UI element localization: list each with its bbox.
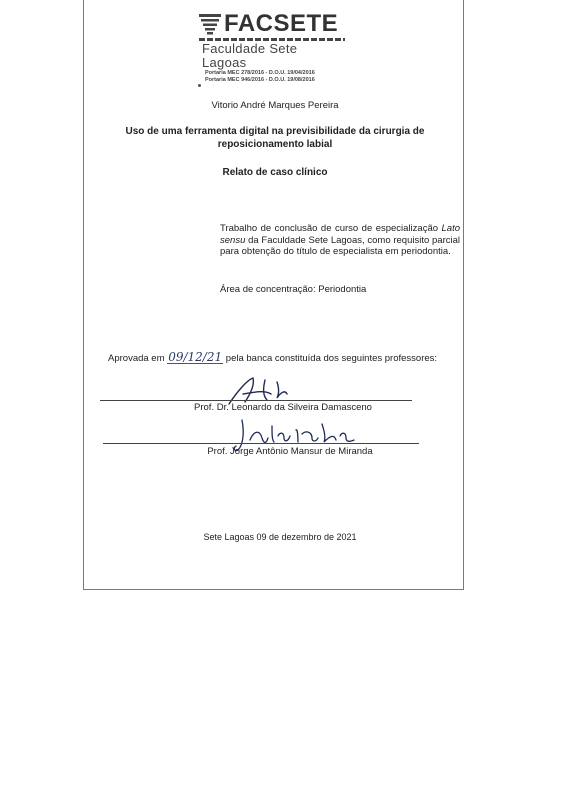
- portaria-line-2: Portaria MEC 946/2016 - D.O.U. 19/08/2016: [205, 77, 315, 83]
- abstract-before-italic: Trabalho de conclusão de curso de especialização: [220, 223, 442, 234]
- approval-prefix: Aprovada em: [108, 353, 165, 364]
- portaria-line-1: Portaria MEC 278/2016 - D.O.U. 19/04/2016: [205, 70, 315, 76]
- place-date: Sete Lagoas 09 de dezembro de 2021: [203, 532, 357, 542]
- author-name: Vitorio André Marques Pereira: [211, 100, 339, 111]
- abstract-text: [220, 223, 460, 258]
- signature-line-1: [100, 400, 412, 401]
- professor-2: Prof. Jorge Antônio Mansur de Miranda: [207, 446, 373, 457]
- signature-line-2: [103, 443, 419, 444]
- facsete-logo: [199, 12, 345, 82]
- facsete-emblem-icon: [199, 13, 221, 35]
- approval-line: [108, 351, 448, 365]
- thesis-title: Uso de uma ferramenta digital na previsibilidade da cirurgia de reposicionamento labial: [125, 126, 425, 150]
- concentration-area: Área de concentração: Periodontia: [220, 284, 367, 295]
- approval-suffix: pela banca constituída dos seguintes professores:: [225, 353, 438, 364]
- logo-name: FACSETE: [224, 10, 339, 37]
- logo-subtitle: Faculdade Sete Lagoas: [202, 41, 298, 70]
- approval-date: 09/12/21: [168, 350, 223, 364]
- scan-dot: [198, 84, 201, 87]
- abstract-after-italic: da Faculdade Sete Lagoas, como requisito parcial para obtenção do título de especialista em periodontia.: [220, 234, 460, 257]
- professor-1: Prof. Dr. Leonardo da Silveira Damasceno: [194, 402, 372, 413]
- abstract-italic: Lato sensu: [220, 223, 460, 246]
- thesis-subtitle: Relato de caso clínico: [222, 167, 328, 178]
